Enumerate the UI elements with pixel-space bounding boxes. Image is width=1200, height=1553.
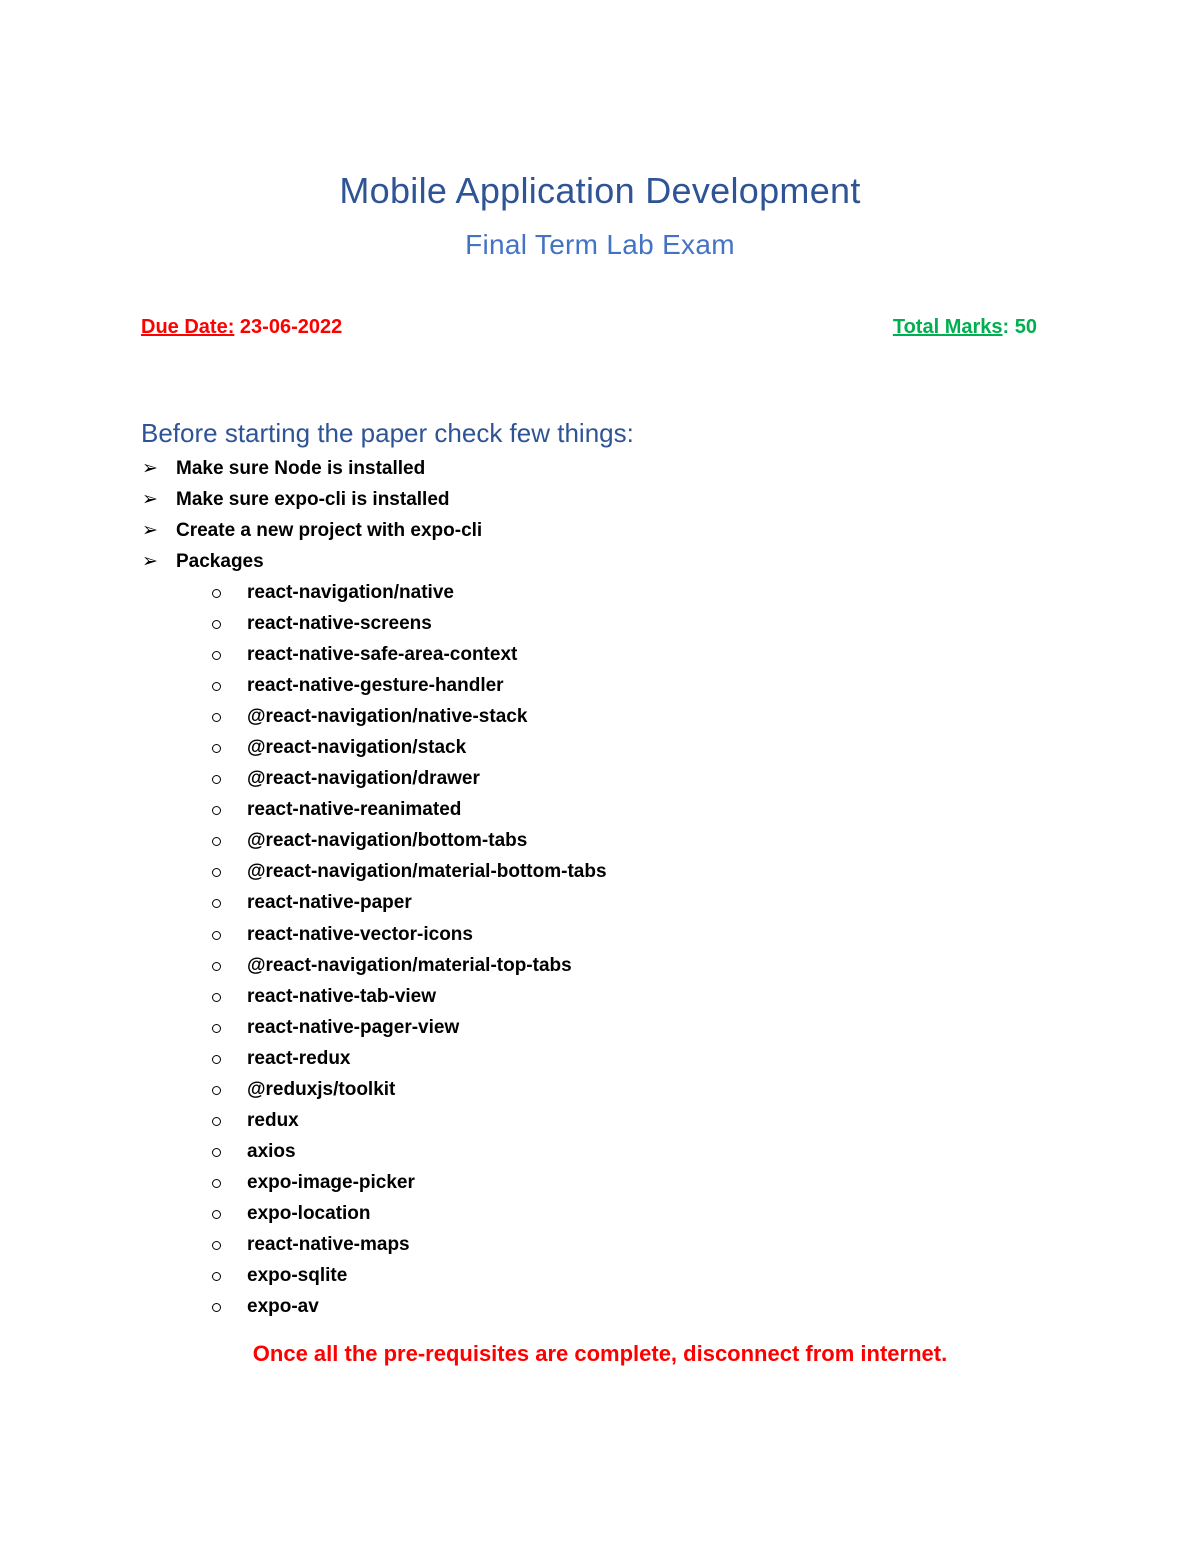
package-name: axios bbox=[247, 1140, 296, 1162]
circle-bullet-icon bbox=[212, 806, 221, 815]
circle-bullet-icon bbox=[212, 1024, 221, 1033]
circle-bullet-icon bbox=[212, 993, 221, 1002]
package-name: react-native-tab-view bbox=[247, 985, 437, 1007]
circle-bullet-icon bbox=[212, 1179, 221, 1188]
package-name: expo-sqlite bbox=[247, 1265, 348, 1287]
total-marks-separator: : bbox=[1002, 316, 1010, 338]
package-item bbox=[212, 952, 607, 983]
intro-heading: Before starting the paper check few things: bbox=[141, 418, 634, 448]
circle-bullet-icon bbox=[212, 1272, 221, 1281]
package-name: expo-av bbox=[247, 1296, 319, 1318]
circle-bullet-icon bbox=[212, 868, 221, 877]
package-list bbox=[212, 579, 607, 1324]
circle-bullet-icon bbox=[212, 620, 221, 629]
total-marks-label: Total Marks bbox=[892, 316, 1003, 338]
package-item bbox=[212, 1169, 607, 1200]
package-item bbox=[212, 1045, 607, 1076]
package-item bbox=[212, 827, 607, 858]
circle-bullet-icon bbox=[212, 1055, 221, 1064]
package-name: react-navigation/native bbox=[247, 582, 454, 603]
package-name: expo-image-picker bbox=[247, 1171, 415, 1193]
package-item bbox=[212, 1014, 607, 1045]
circle-bullet-icon bbox=[212, 589, 221, 598]
checklist bbox=[141, 455, 482, 579]
checklist-item bbox=[141, 486, 482, 517]
package-name: react-native-safe-area-context bbox=[247, 644, 518, 666]
arrow-bullet-icon: ➢ bbox=[142, 520, 158, 541]
package-item bbox=[212, 765, 607, 796]
package-item bbox=[212, 889, 607, 920]
circle-bullet-icon bbox=[212, 1148, 221, 1157]
circle-bullet-icon bbox=[212, 837, 221, 846]
total-marks-value: 50 bbox=[1014, 316, 1037, 338]
circle-bullet-icon bbox=[212, 682, 221, 691]
package-item bbox=[212, 641, 607, 672]
package-item bbox=[212, 734, 607, 765]
total-marks bbox=[893, 316, 1037, 339]
circle-bullet-icon bbox=[212, 775, 221, 784]
package-name: expo-location bbox=[247, 1202, 371, 1224]
checklist-item-label: Make sure Node is installed bbox=[176, 458, 426, 479]
package-item bbox=[212, 579, 607, 610]
package-name: react-native-paper bbox=[247, 892, 412, 914]
package-name: @react-navigation/material-bottom-tabs bbox=[247, 861, 607, 883]
due-date-label: Due Date: bbox=[141, 316, 235, 338]
circle-bullet-icon bbox=[212, 744, 221, 753]
circle-bullet-icon bbox=[212, 713, 221, 722]
package-name: react-redux bbox=[247, 1047, 351, 1069]
package-name: react-native-gesture-handler bbox=[247, 675, 504, 697]
checklist-item bbox=[141, 455, 482, 486]
arrow-bullet-icon: ➢ bbox=[142, 458, 158, 479]
circle-bullet-icon bbox=[212, 931, 221, 940]
package-name: react-native-pager-view bbox=[247, 1016, 460, 1038]
circle-bullet-icon bbox=[212, 1117, 221, 1126]
disconnect-warning: Once all the pre-requisites are complete, disconnect from internet. bbox=[252, 1341, 948, 1366]
document-subtitle: Final Term Lab Exam bbox=[465, 229, 735, 260]
arrow-bullet-icon: ➢ bbox=[142, 489, 158, 510]
checklist-item bbox=[141, 548, 482, 579]
package-item bbox=[212, 1138, 607, 1169]
package-name: @react-navigation/material-top-tabs bbox=[247, 954, 572, 976]
package-item bbox=[212, 1262, 607, 1293]
circle-bullet-icon bbox=[212, 899, 221, 908]
circle-bullet-icon bbox=[212, 1303, 221, 1312]
circle-bullet-icon bbox=[212, 1241, 221, 1250]
package-name: react-native-screens bbox=[247, 613, 432, 635]
package-item bbox=[212, 1107, 607, 1138]
circle-bullet-icon bbox=[212, 1086, 221, 1095]
package-item bbox=[212, 796, 607, 827]
package-name: @react-navigation/stack bbox=[247, 737, 467, 759]
package-item bbox=[212, 703, 607, 734]
package-item bbox=[212, 610, 607, 641]
package-name: @reduxjs/toolkit bbox=[247, 1078, 396, 1100]
checklist-item bbox=[141, 517, 482, 548]
circle-bullet-icon bbox=[212, 1210, 221, 1219]
checklist-item-label: Make sure expo-cli is installed bbox=[176, 489, 450, 510]
arrow-bullet-icon: ➢ bbox=[142, 551, 158, 572]
circle-bullet-icon bbox=[212, 651, 221, 660]
package-item bbox=[212, 1200, 607, 1231]
package-item bbox=[212, 921, 607, 952]
due-date-value: 23-06-2022 bbox=[239, 316, 343, 338]
checklist-item-label: Packages bbox=[176, 551, 264, 572]
package-item bbox=[212, 672, 607, 703]
package-item bbox=[212, 1231, 607, 1262]
package-name: redux bbox=[247, 1109, 299, 1131]
document-title: Mobile Application Development bbox=[339, 170, 861, 211]
due-date bbox=[141, 316, 342, 339]
package-item bbox=[212, 1076, 607, 1107]
package-name: react-native-maps bbox=[247, 1233, 410, 1255]
package-name: @react-navigation/bottom-tabs bbox=[247, 830, 528, 852]
package-item bbox=[212, 858, 607, 889]
package-item bbox=[212, 983, 607, 1014]
circle-bullet-icon bbox=[212, 962, 221, 971]
package-name: react-native-reanimated bbox=[247, 799, 462, 821]
package-name: @react-navigation/drawer bbox=[247, 768, 480, 790]
package-name: react-native-vector-icons bbox=[247, 923, 473, 945]
checklist-item-label: Create a new project with expo-cli bbox=[176, 520, 483, 541]
package-name: @react-navigation/native-stack bbox=[247, 706, 528, 728]
package-item bbox=[212, 1293, 607, 1324]
